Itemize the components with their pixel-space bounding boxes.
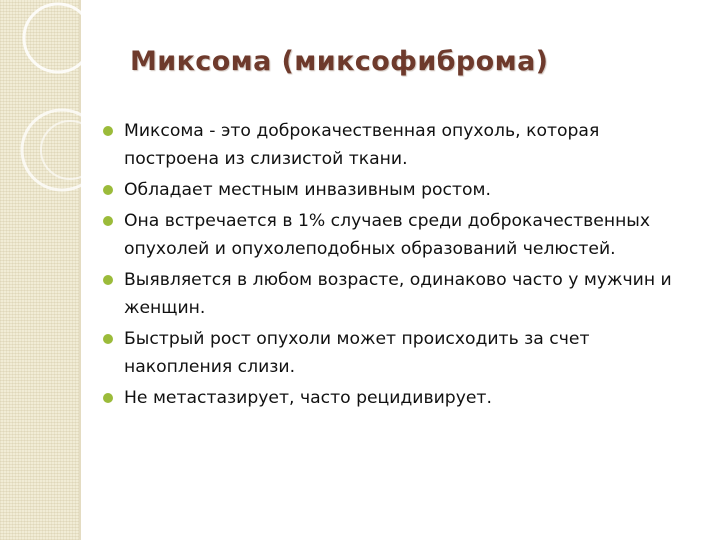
bullet-dot-icon bbox=[103, 334, 113, 344]
bullet-dot-icon bbox=[103, 275, 113, 285]
bullet-text: Быстрый рост опухоли может происходить за счет накопления слизи. bbox=[124, 329, 590, 377]
bullet-item bbox=[100, 266, 690, 322]
bullet-text: Не метастазирует, часто рецидивирует. bbox=[124, 388, 492, 408]
bullet-item bbox=[100, 117, 690, 173]
bullet-item bbox=[100, 325, 690, 381]
bullet-dot-icon bbox=[103, 126, 113, 136]
bullet-text: Выявляется в любом возрасте, одинаково часто у мужчин и женщин. bbox=[124, 270, 672, 318]
slide-title: Миксома (миксофиброма) bbox=[130, 46, 549, 77]
bullet-dot-icon bbox=[103, 393, 113, 403]
bullet-list bbox=[100, 117, 690, 415]
bullet-item bbox=[100, 176, 690, 204]
bullet-dot-icon bbox=[103, 216, 113, 226]
bullet-text: Обладает местным инвазивным ростом. bbox=[124, 180, 491, 200]
bullet-text: Миксома - это доброкачественная опухоль, которая построена из слизистой ткани. bbox=[124, 121, 600, 169]
bullet-item bbox=[100, 384, 690, 412]
bullet-text: Она встречается в 1% случаев среди доброкачественных опухолей и опухолеподобных образований челюстей. bbox=[124, 211, 651, 259]
bullet-item bbox=[100, 207, 690, 263]
bullet-dot-icon bbox=[103, 185, 113, 195]
